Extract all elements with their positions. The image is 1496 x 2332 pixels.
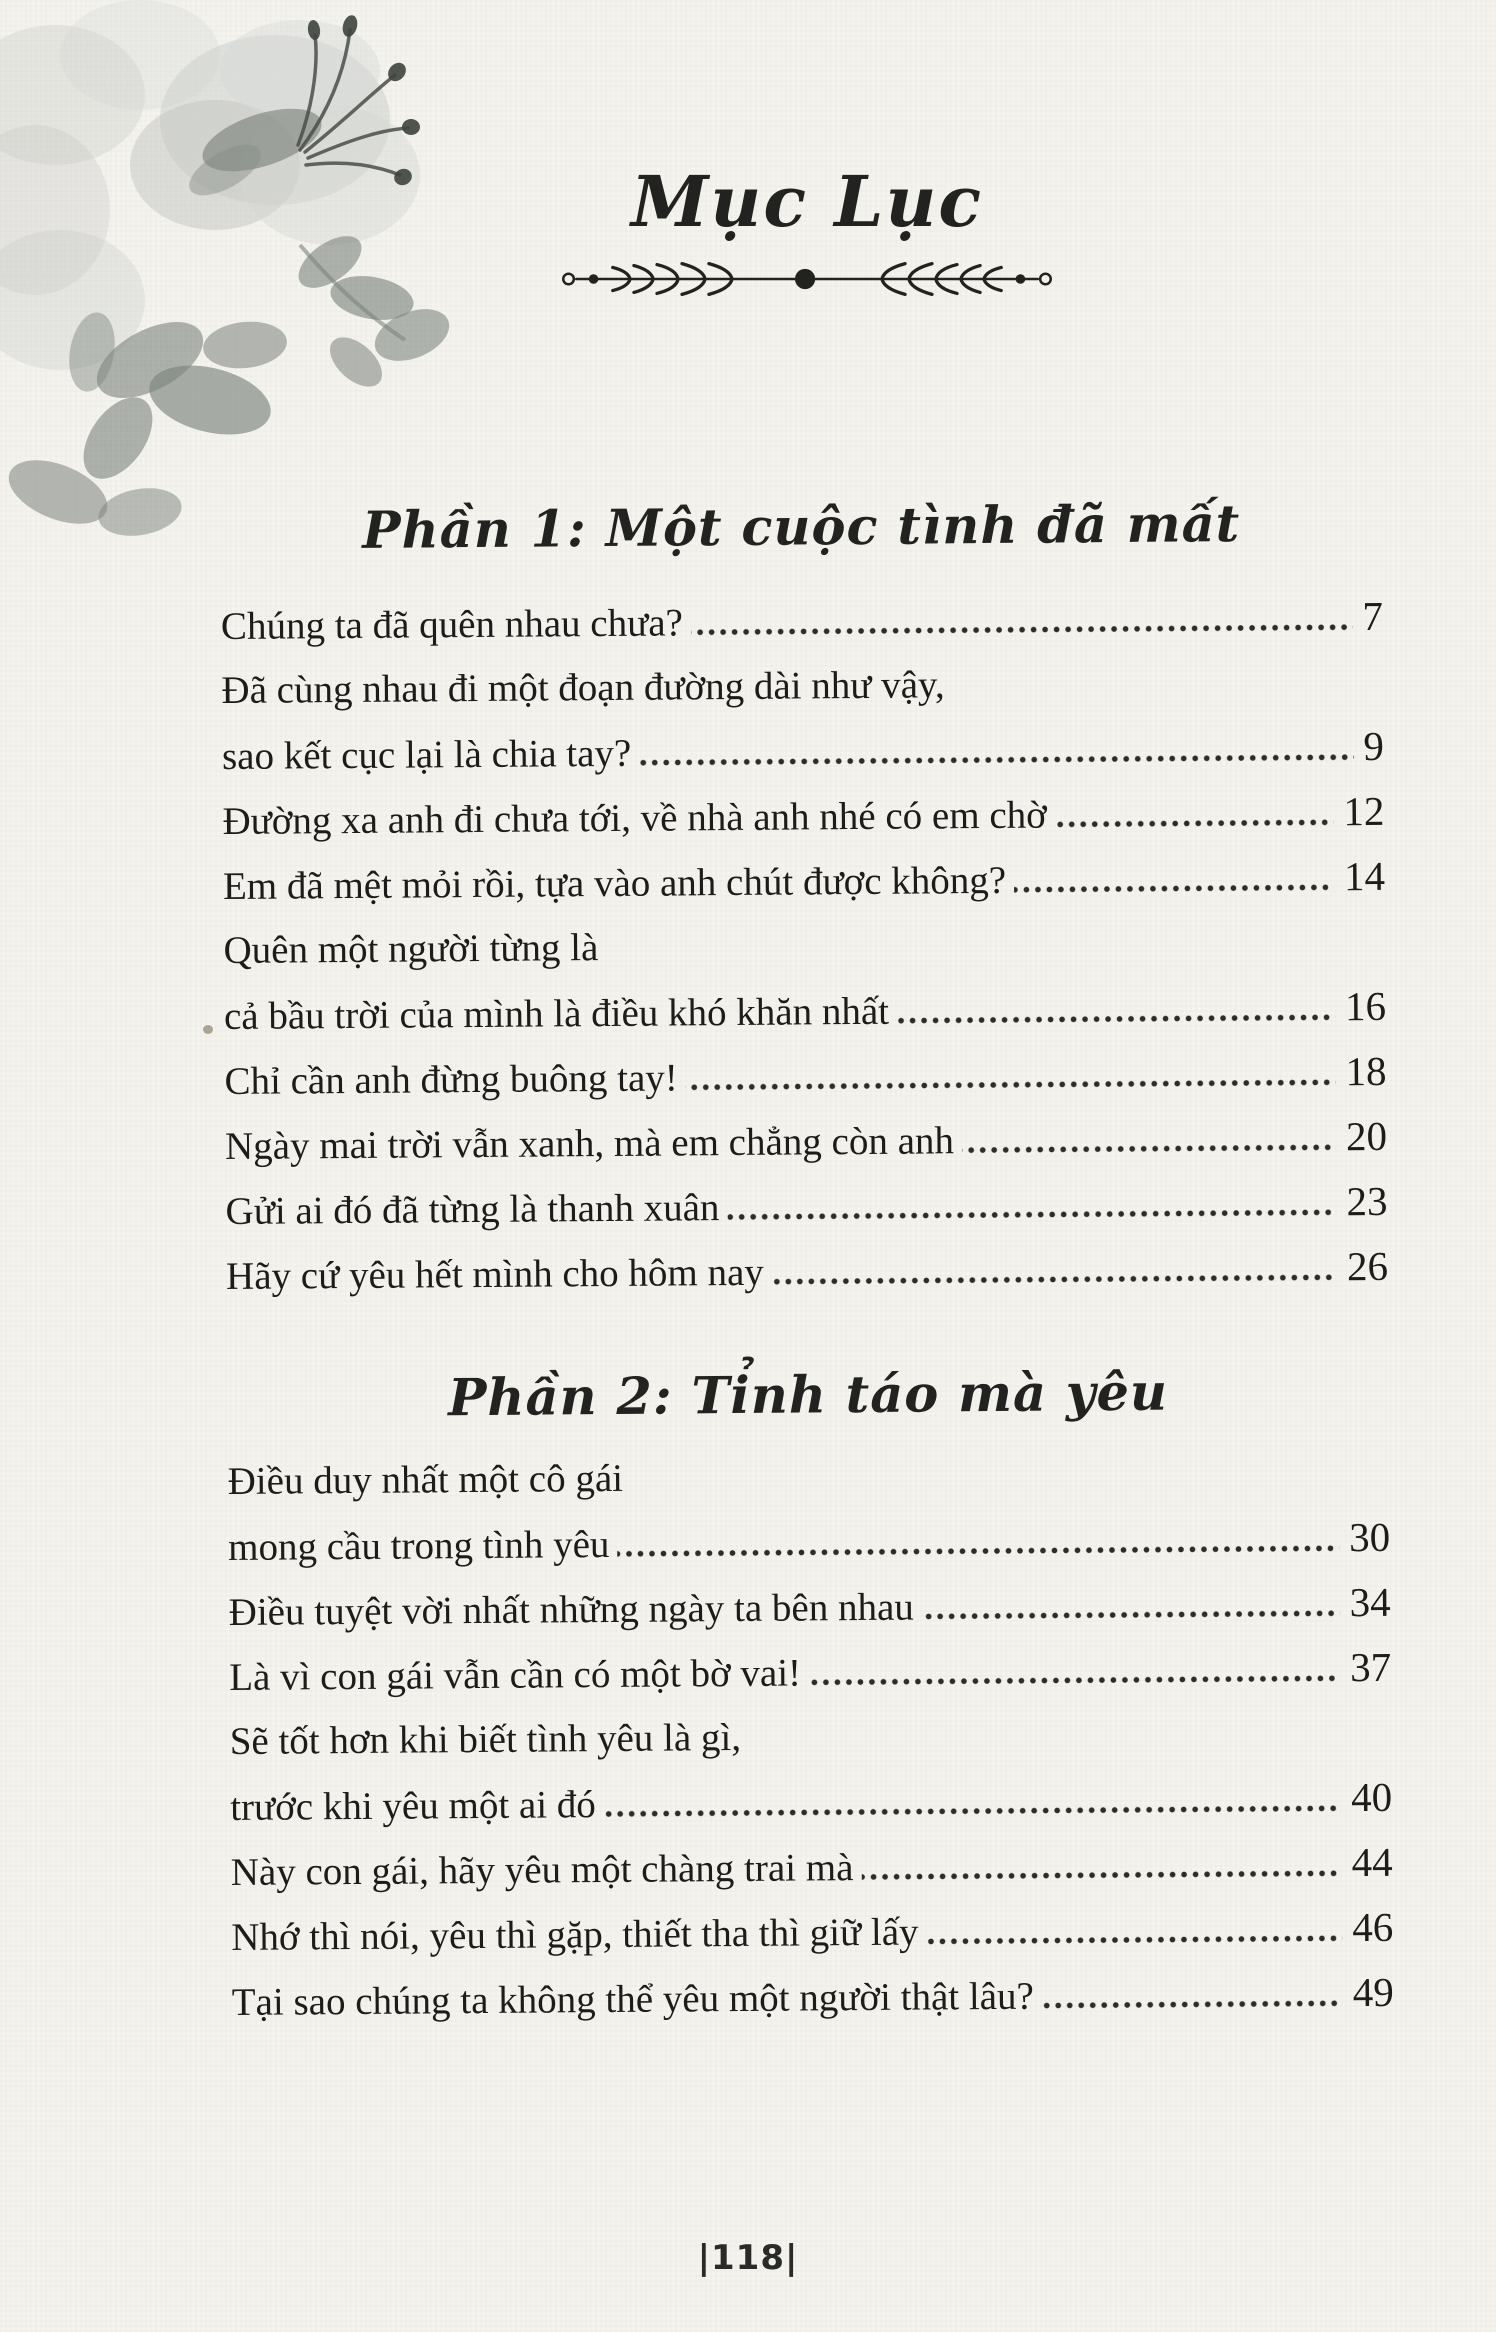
toc-entry-line — [224, 974, 1386, 1048]
toc-section — [220, 492, 1388, 1307]
toc-entry-line — [229, 1635, 1391, 1709]
dotted-leader — [1014, 884, 1334, 893]
entry-title-text: trước khi yêu một ai đó — [230, 1782, 597, 1829]
toc-entry-line — [221, 649, 1383, 723]
dotted-leader — [1042, 2000, 1343, 2008]
toc-entry-line — [232, 1960, 1394, 2034]
toc-header — [226, 0, 1388, 304]
entry-page-number: 12 — [1343, 787, 1385, 834]
dotted-leader — [927, 1935, 1343, 1944]
entry-page-number: 20 — [1345, 1112, 1388, 1159]
entry-page-number: 18 — [1345, 1047, 1387, 1094]
entry-page-number: 9 — [1363, 722, 1385, 769]
dotted-leader — [639, 754, 1353, 766]
entry-title-text: Quên một người từng là — [223, 925, 599, 972]
toc-entry-line — [225, 1104, 1387, 1178]
entry-title-text: mong cầu trong tình yêu — [228, 1522, 610, 1569]
page-title: Mục Lục — [630, 160, 984, 243]
toc-entry-line — [231, 1895, 1393, 1969]
entry-title-text: Điều tuyệt vời nhất những ngày ta bên nhau — [228, 1585, 914, 1634]
table-of-contents — [220, 0, 1394, 2034]
section-heading: Phần 1: Một cuộc tình đã mất — [361, 493, 1241, 561]
entry-page-number: 40 — [1351, 1773, 1393, 1821]
toc-entry-line — [224, 1039, 1386, 1113]
entry-title-text: sao kết cục lại là chia tay? — [221, 731, 632, 778]
entry-page-number: 46 — [1352, 1903, 1394, 1951]
toc-sections — [220, 492, 1394, 2033]
dotted-leader — [1055, 819, 1334, 827]
dotted-leader — [691, 624, 1353, 635]
toc-entry-line — [229, 1700, 1391, 1774]
dotted-leader — [772, 1274, 1337, 1284]
dotted-leader — [809, 1675, 1340, 1685]
entry-page-number: 16 — [1344, 982, 1387, 1029]
toc-entry-line — [221, 584, 1383, 658]
entry-title-text: Điều duy nhất một cô gái — [227, 1456, 624, 1503]
entry-title-text: Chỉ cần anh đừng buông tay! — [224, 1056, 679, 1103]
entry-title-text: Nhớ thì nói, yêu thì gặp, thiết tha thì giữ lấy — [231, 1910, 919, 1959]
divider-wrap — [226, 259, 1388, 304]
dotted-leader — [861, 1870, 1341, 1880]
dotted-leader — [686, 1079, 1336, 1090]
toc-entry-line — [226, 1234, 1388, 1308]
entry-title-text: Này con gái, hãy yêu một chàng trai mà — [230, 1845, 854, 1894]
page-footer — [0, 2238, 1496, 2278]
dotted-leader — [604, 1805, 1341, 1817]
entry-page-number: 14 — [1343, 852, 1386, 899]
toc-entry-line — [228, 1505, 1390, 1579]
dotted-leader — [897, 1014, 1335, 1023]
entry-page-number: 44 — [1351, 1838, 1393, 1886]
toc-entry-line — [223, 909, 1385, 983]
entry-page-number: 37 — [1349, 1643, 1392, 1691]
entry-page-number: 30 — [1348, 1513, 1391, 1561]
entry-title-text: Tại sao chúng ta không thể yêu một người thật lâu? — [231, 1974, 1034, 2024]
dotted-leader — [728, 1209, 1337, 1220]
entry-title-text: Là vì con gái vẫn cần có một bờ vai! — [229, 1651, 802, 1699]
dotted-leader — [962, 1144, 1336, 1153]
entry-title-text: Hãy cứ yêu hết mình cho hôm nay — [225, 1250, 764, 1298]
entry-title-text: Gửi ai đó đã từng là thanh xuân — [225, 1185, 720, 1233]
toc-entry-line — [230, 1765, 1392, 1839]
entry-title-text: Em đã mệt mỏi rồi, tựa vào anh chút được không? — [222, 858, 1007, 908]
entry-page-number: 26 — [1346, 1242, 1389, 1289]
entry-page-number: 49 — [1352, 1968, 1394, 2016]
entry-title-text: Đã cùng nhau đi một đoạn đường dài như vậy, — [221, 663, 945, 712]
scan-speck-artifact — [203, 1025, 213, 1034]
toc-entry-line — [228, 1570, 1390, 1644]
toc-entry-line — [223, 844, 1385, 918]
folio-page-number: |118| — [697, 2238, 799, 2278]
entry-page-number: 23 — [1346, 1177, 1388, 1224]
toc-entry-line — [227, 1440, 1389, 1514]
toc-entry-line — [222, 779, 1384, 853]
entry-page-number: 34 — [1349, 1578, 1391, 1626]
dotted-leader — [618, 1545, 1340, 1557]
entry-title-text: Sẽ tốt hơn khi biết tình yêu là gì, — [229, 1715, 742, 1763]
entry-page-number: 7 — [1362, 592, 1384, 639]
entry-title-text: Đường xa anh đi chưa tới, về nhà anh nhé có em chờ — [222, 793, 1047, 843]
section-heading: Phần 2: Tỉnh táo mà yêu — [447, 1362, 1169, 1428]
toc-entry-line — [222, 714, 1384, 788]
divider-ornament-icon — [557, 259, 1057, 299]
toc-section — [227, 1361, 1394, 2034]
entry-title-text: cả bầu trời của mình là điều khó khăn nhất — [223, 989, 890, 1038]
dotted-leader — [922, 1610, 1340, 1619]
entry-title-text: Ngày mai trời vẫn xanh, mà em chẳng còn anh — [224, 1118, 955, 1168]
toc-entry-line — [225, 1169, 1387, 1243]
entry-title-text: Chúng ta đã quên nhau chưa? — [220, 601, 684, 648]
toc-entry-line — [230, 1830, 1392, 1904]
